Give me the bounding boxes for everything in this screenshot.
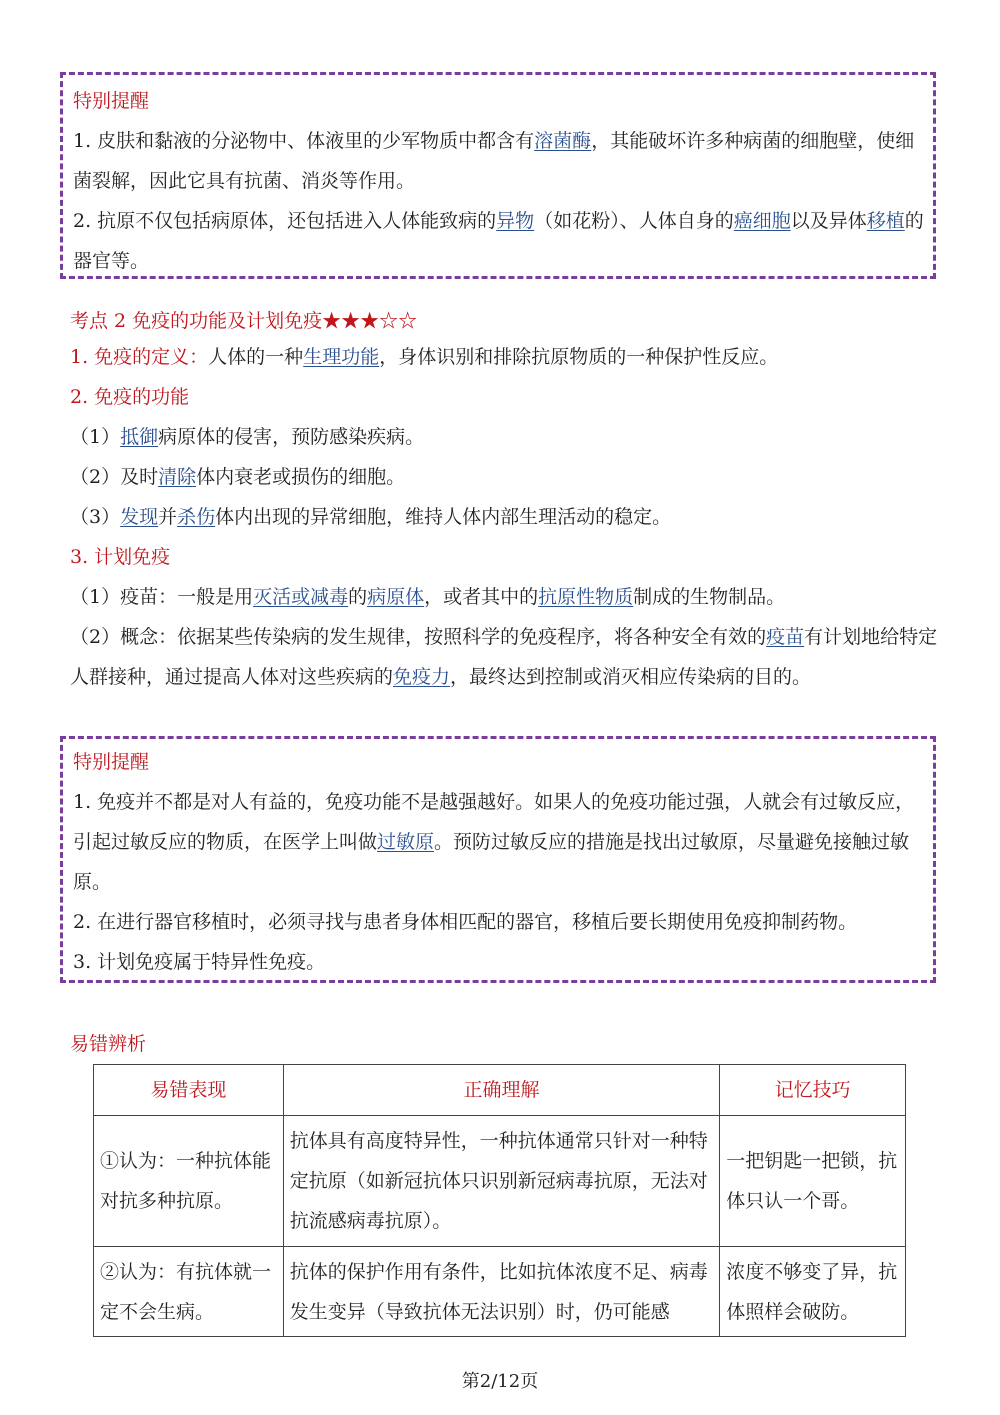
key-term: 异物 bbox=[496, 210, 535, 232]
key-term: 病原体 bbox=[367, 586, 425, 608]
text-segment: 体内衰老或损伤的细胞。 bbox=[196, 466, 406, 488]
text-segment: （如花粉）、人体自身的 bbox=[534, 210, 734, 232]
key-term: 抵御 bbox=[120, 426, 159, 448]
key-term: 清除 bbox=[158, 466, 197, 488]
key-term: 移植 bbox=[866, 210, 905, 232]
text-segment: （1） bbox=[70, 426, 121, 448]
text-segment: 病原体的侵害，预防感染疾病。 bbox=[158, 426, 425, 448]
paragraph bbox=[70, 337, 940, 377]
table-row bbox=[94, 1247, 906, 1337]
section-title: 考点 2 免疫的功能及计划免疫★★★☆☆ bbox=[70, 310, 418, 332]
paragraph bbox=[70, 617, 940, 697]
text-segment: ，最终达到控制或消灭相应传染病的目的。 bbox=[450, 666, 812, 688]
text-segment: （1）疫苗：一般是用 bbox=[70, 586, 254, 608]
key-term: 灭活或减毒 bbox=[253, 586, 349, 608]
text-segment: ，或者其中的 bbox=[424, 586, 539, 608]
paragraph bbox=[73, 942, 933, 982]
table-cell: ①认为：一种抗体能对抗多种抗原。 bbox=[94, 1116, 284, 1247]
text-segment: 3. 计划免疫属于特异性免疫。 bbox=[73, 951, 326, 973]
header-cell: 易错表现 bbox=[94, 1065, 284, 1116]
text-segment: 人体的一种 bbox=[208, 346, 304, 368]
key-term: 生理功能 bbox=[303, 346, 380, 368]
text-segment: 1. 免疫并不都是对人有益的，免疫功能不是越强越好。如果人的免疫功能过强，人就会有过敏反应，引起过敏反应的物质，在医学上叫做 bbox=[73, 791, 915, 853]
paragraph bbox=[70, 377, 940, 417]
paragraph bbox=[73, 121, 933, 201]
reminder-box-2 bbox=[60, 736, 936, 983]
text-segment: （2）及时 bbox=[70, 466, 159, 488]
text-segment: 1. 皮肤和黏液的分泌物中、体液里的少军物质中都含有 bbox=[73, 130, 535, 152]
text-segment: 。预防过敏反应的措施是找出过敏原，尽量避免接触过敏原。 bbox=[73, 831, 910, 893]
text-segment: 以及异体 bbox=[790, 210, 867, 232]
paragraph bbox=[70, 417, 940, 457]
reminder-content bbox=[73, 782, 933, 982]
key-term: 癌细胞 bbox=[733, 210, 791, 232]
text-segment: 制成的生物制品。 bbox=[633, 586, 786, 608]
key-term: 发现 bbox=[120, 506, 159, 528]
paragraph bbox=[70, 537, 940, 577]
table-row bbox=[94, 1116, 906, 1247]
paragraph bbox=[73, 782, 933, 902]
text-segment: （3） bbox=[70, 506, 121, 528]
paragraph bbox=[70, 497, 940, 537]
section-content bbox=[70, 337, 940, 697]
header-cell: 正确理解 bbox=[283, 1065, 719, 1116]
paragraph bbox=[73, 902, 933, 942]
table-cell: ②认为：有抗体就一定不会生病。 bbox=[94, 1247, 284, 1337]
text-segment: （2）概念：依据某些传染病的发生规律，按照科学的免疫程序，将各种安全有效的 bbox=[70, 626, 767, 648]
reminder-title: 特别提醒 bbox=[73, 90, 150, 112]
errors-table bbox=[93, 1064, 906, 1337]
text-segment: 的器官等。 bbox=[73, 210, 924, 272]
text-segment: 2. 抗原不仅包括病原体，还包括进入人体能致病的 bbox=[73, 210, 497, 232]
table-header-row bbox=[94, 1065, 906, 1116]
errors-title: 易错辨析 bbox=[70, 1033, 147, 1055]
paragraph bbox=[70, 577, 940, 617]
text-segment: ，其能破坏许多种病菌的细胞壁，使细菌裂解，因此它具有抗菌、消炎等作用。 bbox=[73, 130, 915, 192]
reminder-content bbox=[73, 121, 933, 281]
text-segment: 体内出现的异常细胞，维持人体内部生理活动的稳定。 bbox=[215, 506, 672, 528]
paragraph bbox=[73, 201, 933, 281]
text-segment: 并 bbox=[158, 506, 178, 528]
section-immunity bbox=[70, 305, 940, 697]
text-segment: 的 bbox=[348, 586, 368, 608]
table-cell: 一把钥匙一把锁，抗体只认一个哥。 bbox=[720, 1116, 906, 1247]
text-segment: 2. 免疫的功能 bbox=[70, 386, 190, 408]
key-term: 疫苗 bbox=[766, 626, 805, 648]
text-segment: 有计划地给特定人群接种，通过提高人体对这些疾病的 bbox=[70, 626, 938, 688]
key-term: 抗原性物质 bbox=[538, 586, 634, 608]
text-segment: 2. 在进行器官移植时，必须寻找与患者身体相匹配的器官，移植后要长期使用免疫抑制药物。 bbox=[73, 911, 858, 933]
reminder-box-1 bbox=[60, 72, 936, 279]
text-segment: ，身体识别和排除抗原物质的一种保护性反应。 bbox=[379, 346, 779, 368]
table-cell: 浓度不够变了异，抗体照样会破防。 bbox=[720, 1247, 906, 1337]
table-cell: 抗体具有高度特异性，一种抗体通常只针对一种特定抗原（如新冠抗体只识别新冠病毒抗原，无法对抗流感病毒抗原）。 bbox=[283, 1116, 719, 1247]
text-segment: 3. 计划免疫 bbox=[70, 546, 171, 568]
header-cell: 记忆技巧 bbox=[720, 1065, 906, 1116]
key-term: 过敏原 bbox=[377, 831, 435, 853]
key-term: 溶菌酶 bbox=[534, 130, 592, 152]
text-segment: 1. 免疫的定义： bbox=[70, 346, 209, 368]
table-cell: 抗体的保护作用有条件，比如抗体浓度不足、病毒发生变异（导致抗体无法识别）时，仍可能感 bbox=[283, 1247, 719, 1337]
paragraph bbox=[70, 457, 940, 497]
key-term: 杀伤 bbox=[177, 506, 216, 528]
reminder-title: 特别提醒 bbox=[73, 751, 150, 773]
page-number: 第2/12页 bbox=[461, 1371, 539, 1392]
key-term: 免疫力 bbox=[393, 666, 451, 688]
